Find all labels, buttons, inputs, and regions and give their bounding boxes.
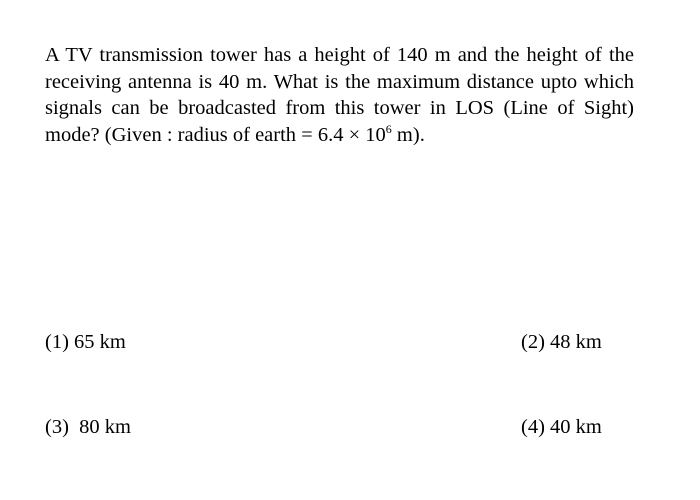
option-3[interactable]: (3) 80 km xyxy=(45,416,131,438)
question-text xyxy=(45,42,634,148)
option-4[interactable]: (4) 40 km xyxy=(521,416,602,438)
exponent-text: 6 xyxy=(385,121,392,136)
question-main-text: A TV transmission tower has a height of 140 m and the height of the receiving antenna is 40 m. What is the maximum distance upto which signals can be broadcasted from this tower in LOS (Line of Sight) mode? (Given : radius of earth = 6.4 × 10 xyxy=(45,44,634,146)
option-2[interactable]: (2) 48 km xyxy=(521,331,602,353)
option-1[interactable]: (1) 65 km xyxy=(45,331,126,353)
question-end-text: m). xyxy=(391,123,425,146)
